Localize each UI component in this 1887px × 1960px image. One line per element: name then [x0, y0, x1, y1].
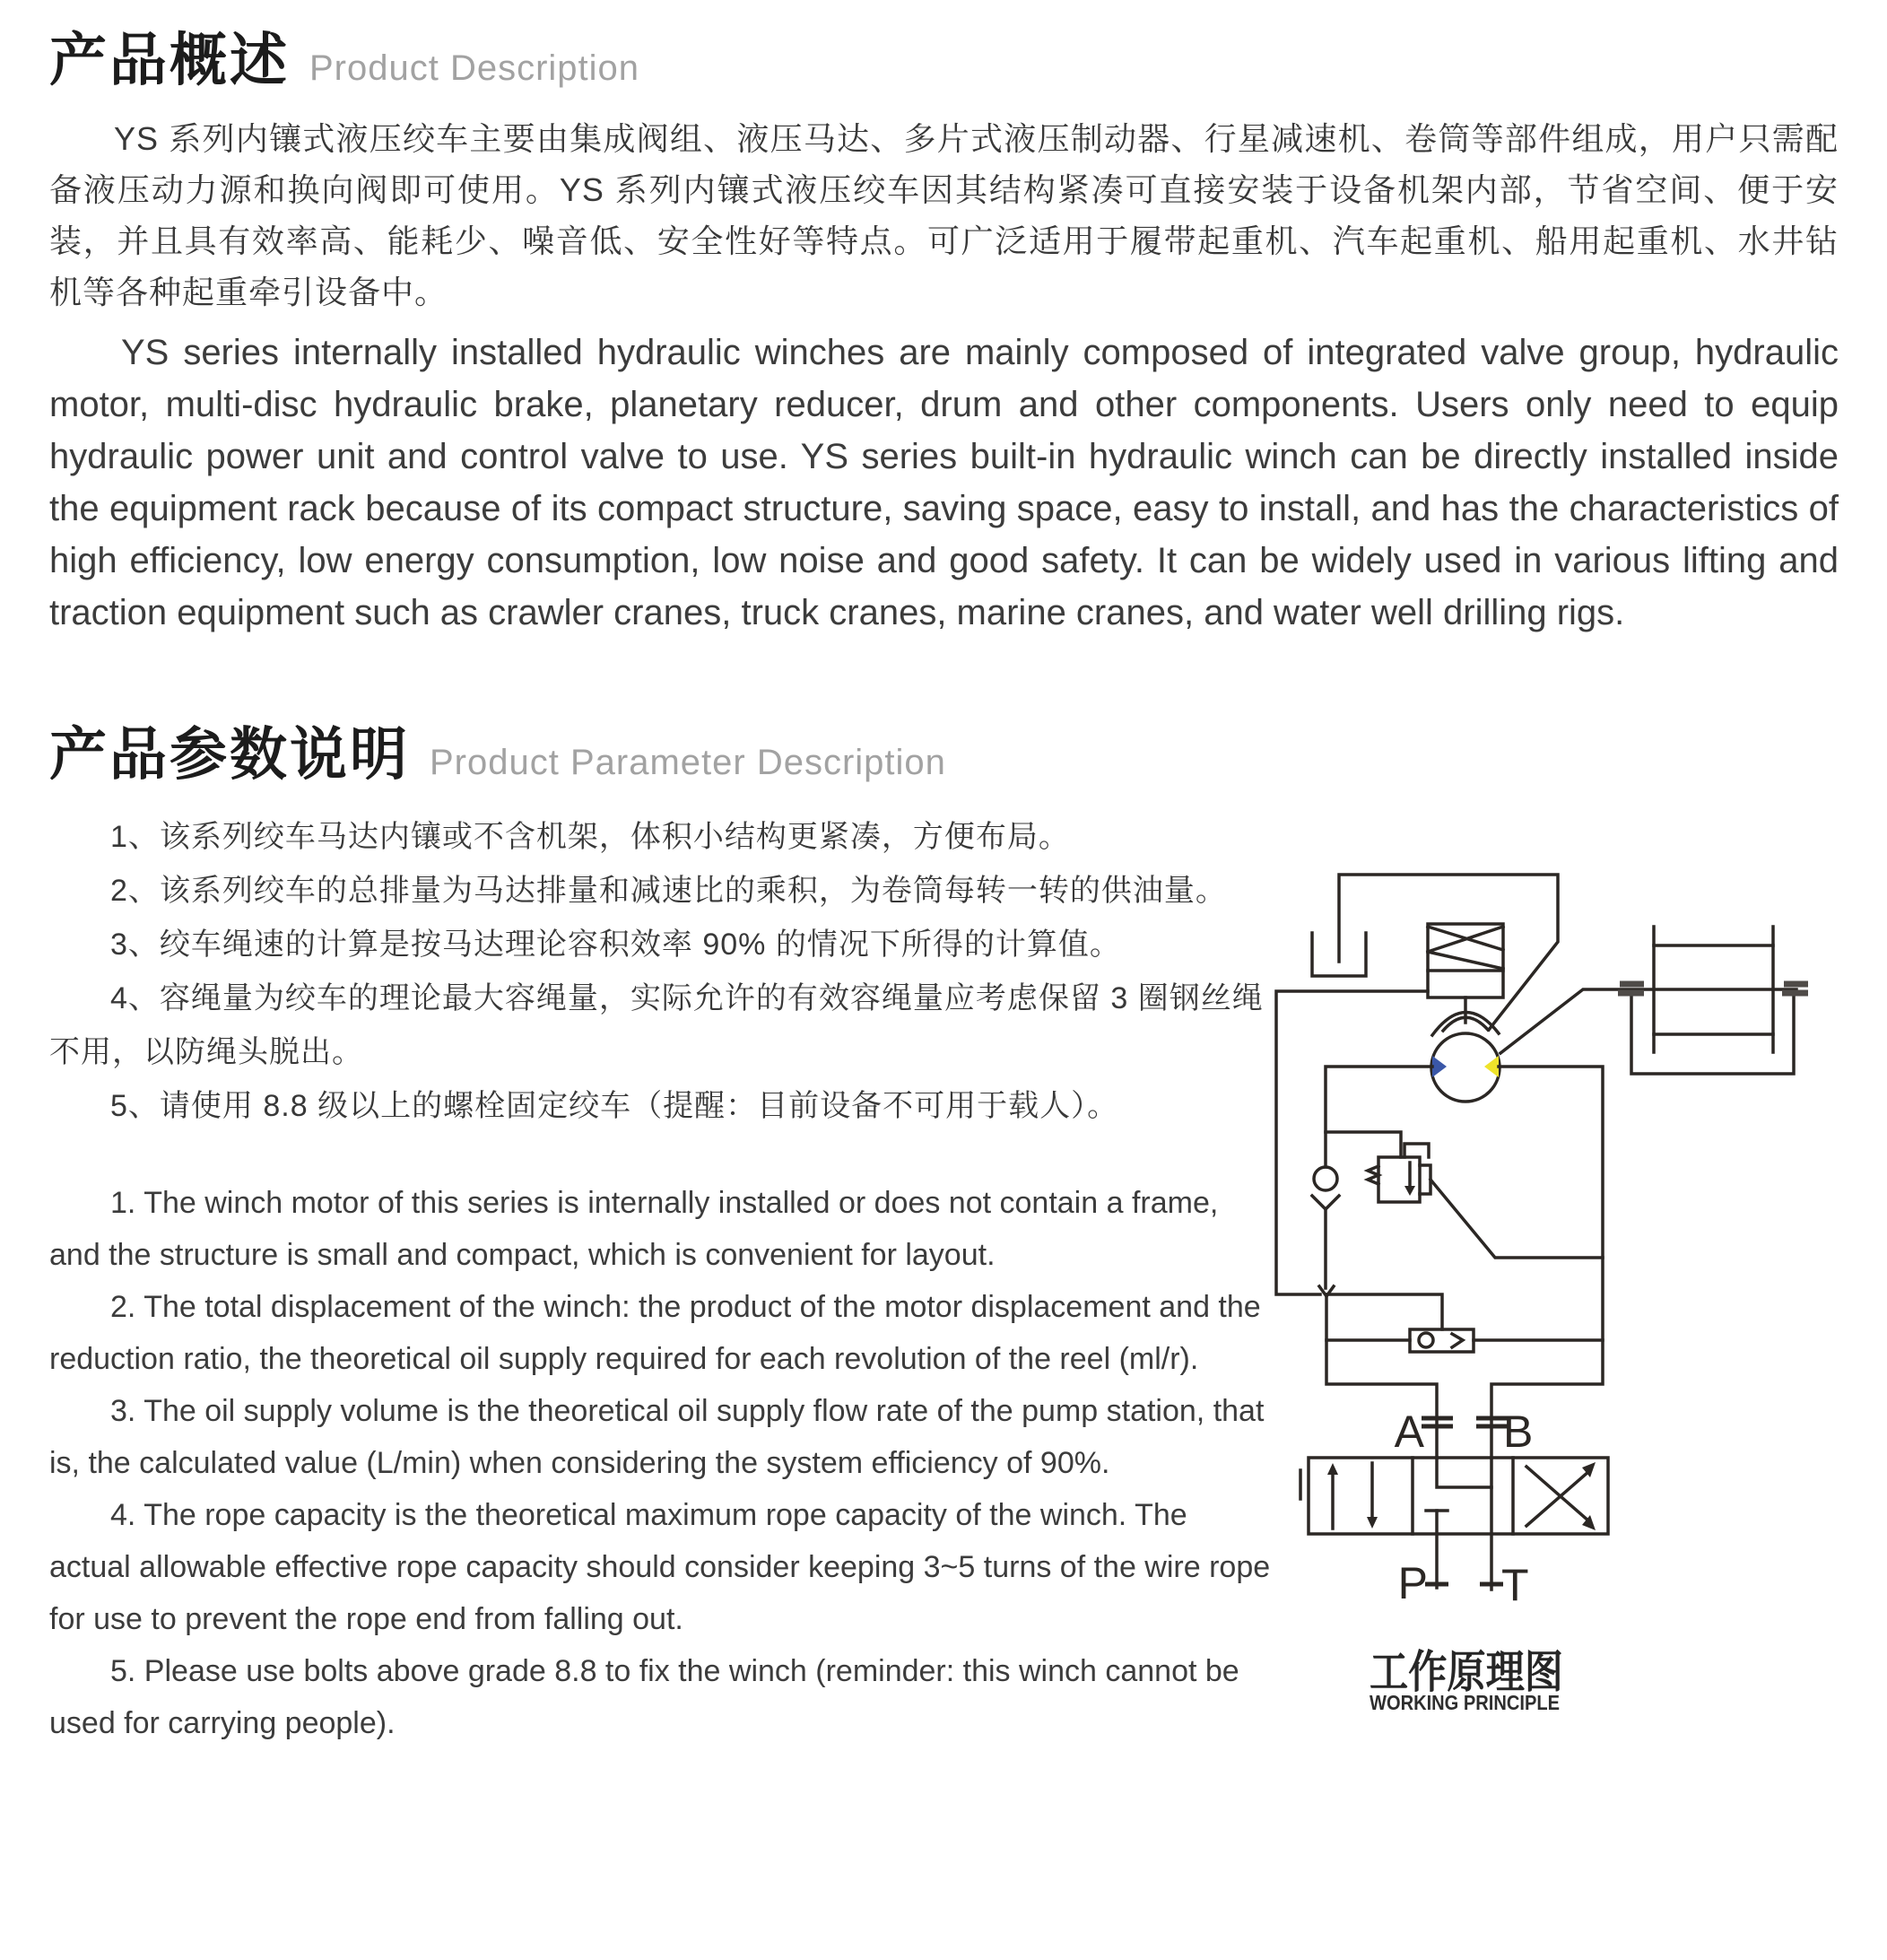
port-label-p: P — [1397, 1558, 1428, 1608]
hydraulic-motor-icon — [1431, 1033, 1500, 1102]
directional-control-valve-icon — [1300, 1458, 1608, 1590]
parameters-heading — [49, 709, 946, 791]
note-item: 3. The oil supply volume is the theoretical oil supply flow rate of the pump station, that is, the calculated value (L/min) when considering the system efficiency of 90%. — [49, 1394, 1265, 1480]
note-item: 1、该系列绞车马达内镶或不含机架，体积小结构更紧凑，方便布局。 — [110, 820, 1070, 854]
parameter-notes-en — [49, 1177, 1274, 1749]
brake-spring-cylinder-icon — [1428, 924, 1503, 1035]
relief-valve-icon — [1368, 1144, 1603, 1258]
working-principle-diagram — [1238, 834, 1887, 1785]
note-item: 4、容绳量为绞车的理论最大容绳量，实际允许的有效容绳量应考虑保留 3 圈钢丝绳不用，以防绳头脱出。 — [49, 981, 1264, 1069]
note-item: 4. The rope capacity is the theoretical maximum rope capacity of the winch. The actual allowable effective rope capacity should consider keeping 3~5 turns of the wire rope for use to prevent the rope end from falling out. — [49, 1498, 1271, 1636]
note-item: 5. Please use bolts above grade 8.8 to fix the winch (reminder: this winch cannot be used for carrying people). — [49, 1654, 1239, 1740]
motor-arrow-right — [1484, 1056, 1499, 1077]
overview-title-cn: 产品概述 — [49, 28, 290, 92]
parameters-title-en: Product Parameter Description — [430, 743, 946, 782]
winch-drum-icon — [1618, 927, 1808, 1074]
overview-title-en: Product Description — [309, 48, 640, 88]
pipework — [1276, 989, 1796, 1458]
check-valve-icon — [1312, 1167, 1339, 1288]
note-item: 2、该系列绞车的总排量为马达排量和减速比的乘积，为卷筒每转一转的供油量。 — [110, 874, 1227, 908]
diagram-caption-cn: 工作原理图 — [1370, 1647, 1563, 1697]
parameter-notes-cn — [49, 810, 1274, 1133]
overview-paragraph-cn: YS 系列内镶式液压绞车主要由集成阀组、液压马达、多片式液压制动器、行星减速机、卷筒等部件组成，用户只需配备液压动力源和换向阀即可使用。YS 系列内镶式液压绞车因其结构紧凑可直接安装于设备机架内部，节省空间、便于安装，并且具有效率高、能耗少、噪音低、安全性好等特点。可广泛适用于履带起重机、汽车起重机、船用起重机、水井钻机等各种起重牵引设备中。 — [49, 120, 1839, 310]
port-couplings — [1422, 1418, 1508, 1584]
overview-paragraph-en: YS series internally installed hydraulic winches are mainly composed of integrated valve group, hydraulic motor, multi-disc hydraulic brake, planetary reducer, drum and other components. Users only need to equip hydraulic power unit and control valve to use. YS series built-in hydraulic winch can be directly installed inside the equipment rack because of its compact structure, saving space, easy to install, and has the characteristics of high efficiency, low energy consumption, low noise and good safety. It can be widely used in various lifting and traction equipment such as crawler cranes, truck cranes, marine cranes, and water well drilling rigs. — [49, 333, 1839, 632]
motor-arrow-left — [1432, 1056, 1447, 1077]
parameters-title-cn: 产品参数说明 — [49, 722, 410, 787]
shuttle-valve-icon — [1326, 1329, 1603, 1352]
overview-heading — [49, 14, 639, 97]
port-label-t: T — [1501, 1560, 1529, 1610]
note-item: 5、请使用 8.8 级以上的螺栓固定绞车（提醒：目前设备不可用于载人）。 — [110, 1089, 1119, 1123]
diagram-caption-en: WORKING PRINCIPLE — [1370, 1691, 1560, 1714]
note-item: 2. The total displacement of the winch: the product of the motor displacement and the reduction ratio, the theoretical oil supply required for each revolution of the reel (ml/r). — [49, 1290, 1261, 1376]
note-item: 1. The winch motor of this series is internally installed or does not contain a frame, and the structure is small and compact, which is convenient for layout. — [49, 1186, 1219, 1272]
port-label-a: A — [1394, 1407, 1424, 1457]
port-label-b: B — [1503, 1407, 1534, 1457]
note-item: 3、绞车绳速的计算是按马达理论容积效率 90% 的情况下所得的计算值。 — [110, 928, 1121, 962]
